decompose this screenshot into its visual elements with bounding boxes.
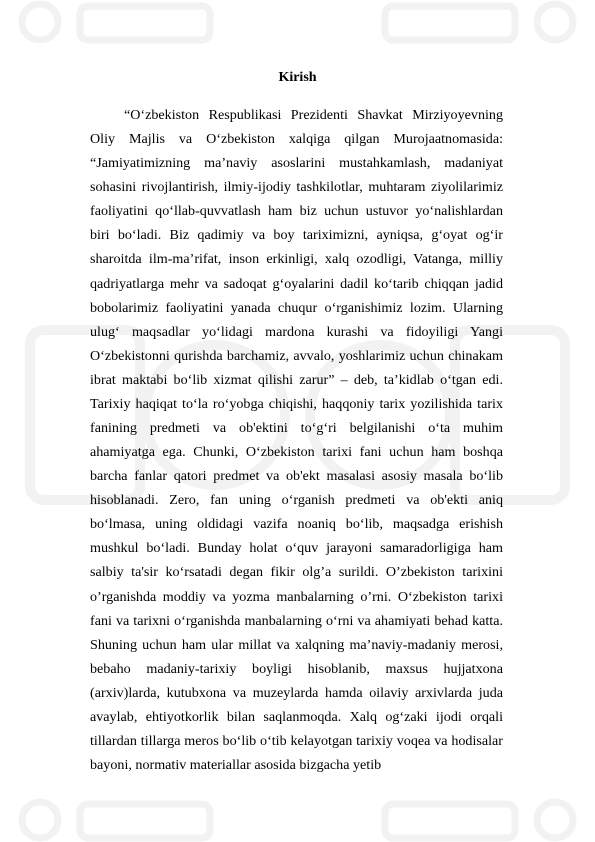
page-title: Kirish [278,70,317,85]
body-paragraph: “O‘zbekiston Respublikasi Prezidenti Shavkat Mirziyoyevning Oliy Majlis va O‘zbekiston xalqiga qilgan Murojaatnomasida: “Jamiyatimizning ma’naviy asoslarini mustahkamlash, madaniyat sohasini rivojlantirish, ilmiy-ijodiy tashkilotlar, muhtaram ziyolilarimiz faoliyatini qo‘llab-quvvatlash ham biz uchun ustuvor yo‘nalishlardan biri bo‘ladi. Biz qadimiy va boy tariximizni, ayniqsa, g‘oyat og‘ir sharoitda ilm-ma’rifat, inson erkinligi, xalq ozodligi, Vatanga, milliy qadriyatlarga mehr va sadoqat g‘oyalarini dadil ko‘tarib chiqqan jadid bobolarimiz faoliyatini yanada chuqur o‘rganishimiz lozim. Ularning ulug‘ maqsadlar yo‘lidagi mardona kurashi va fidoyiligi Yangi O‘zbekistonni qurishda barchamiz, avvalo, yoshlarimiz uchun chinakam ibrat maktabi bo‘lib xizmat qilishi zarur” – deb, ta’kidlab o‘tgan edi. Tarixiy haqiqat to‘la ro‘yobga chiqishi, haqqoniy tarix yozilishida tarix fanining predmeti va ob'ektini to‘g‘ri belgilanishi o‘ta muhim ahamiyatga ega. Chunki, O‘zbekiston tarixi fani uchun ham boshqa barcha fanlar qatori predmet va ob'ekt masalasi asosiy masala bo‘lib hisoblanadi. Zero, fan uning o‘rganish predmeti va ob'ekti aniq bo‘lmasa, uning oldidagi vazifa noaniq bo‘lib, maqsadga erishish mushkul bo‘ladi. Bunday holat o‘quv jarayoni samaradorligiga ham salbiy ta'sir ko‘rsatadi degan fikir olg’a surildi. O’zbekiston tarixini o’rganishda moddiy va yozma manbalarning o’rni. O‘zbekiston tarixi fani va tarixni o‘rganishda manbalarning o‘rni va ahamiyati behad katta. Shuning uchun ham ular millat va xalqning ma’naviy-madaniy merosi, bebaho madaniy-tarixiy boyligi hisoblanib, maxsus hujjatxona (arxiv)larda, kutubxona va muzeylarda hamda oilaviy arxivlarda juda avaylab, ehtiyotkorlik bilan saqlanmoqda. Xalq og‘zaki ijodi orqali tillardan tillarga meros bo‘lib o‘tib kelayotgan tarixiy voqea va hodisalar bayoni, normativ materiallar asosida bizgacha yetib [90,107,503,774]
